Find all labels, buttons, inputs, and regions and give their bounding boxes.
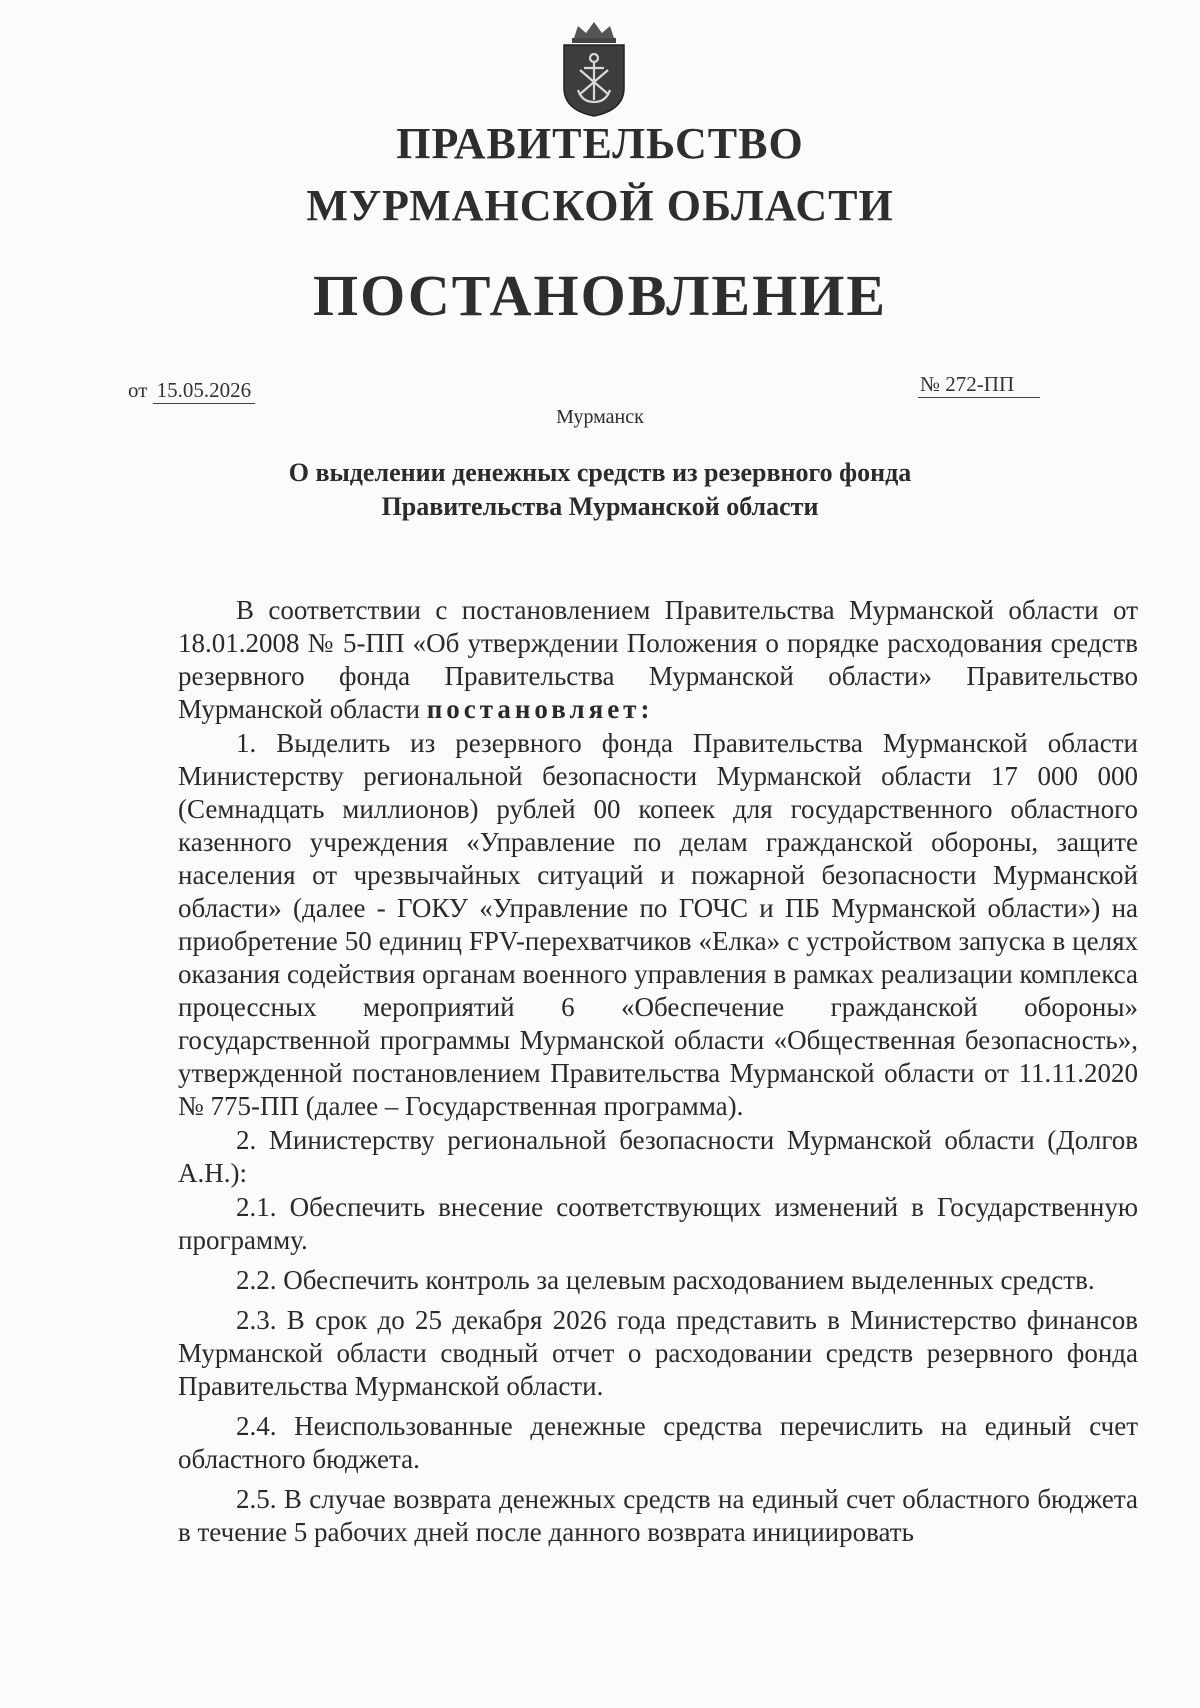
coat-of-arms-icon [552,18,636,118]
paragraph-2-4: 2.4. Неиспользованные денежные средства перечислить на единый счет областного бюджета. [178,1411,1138,1474]
paragraph-2-3: 2.3. В срок до 25 декабря 2026 года представить в Министерство финансов Мурманской области сводный отчет о расходовании средств резервного фонда Правительства Мурманской области. [178,1305,1138,1401]
government-title-line2: МУРМАНСКОЙ ОБЛАСТИ [306,181,894,230]
document-city: Мурманск [556,406,644,428]
paragraph-2: 2. Министерству региональной безопасности Мурманской области (Долгов А.Н.): [178,1125,1138,1188]
paragraph-2-5: 2.5. В случае возврата денежных средств на единый счет областного бюджета в течение 5 рабочих дней после данного возврата инициировать [178,1484,1138,1547]
paragraph-2-1: 2.1. Обеспечить внесение соответствующих изменений в Государственную программу. [178,1192,1138,1255]
paragraph-2-2: 2.2. Обеспечить контроль за целевым расходованием выделенных средств. [236,1265,1095,1295]
paragraph-1: 1. Выделить из резервного фонда Правительства Мурманской области Министерству региональной безопасности Мурманской области 17 000 000 (Семнадцать миллионов) рублей 00 копеек для государственного областного казенного учреждения «Управление по делам гражданской обороны, защите населения от чрезвычайных ситуаций и пожарной безопасности Мурманской области» (далее - ГОКУ «Управление по ГОЧС и ПБ Мурманской области») на приобретение 50 единиц FPV-перехватчиков «Елка» с устройством запуска в целях оказания содействия органам военного управления в рамках реализации комплекса процессных мероприятий 6 «Обеспечение гражданской обороны» государственной программы Мурманской области «Общественная безопасность», утвержденной постановлением Правительства Мурманской области от 11.11.2020 № 775-ПП (далее – Государственная программа). [178,728,1138,1121]
document-type-title: ПОСТАНОВЛЕНИЕ [312,263,888,328]
number-value: № 272-ПП [918,372,1040,398]
date-value: 15.05.2026 [153,378,256,404]
government-title-line1: ПРАВИТЕЛЬСТВО [396,119,804,168]
paragraph-preamble [178,594,1138,726]
preamble-text: В соответствии с постановлением Правительства Мурманской области от 18.01.2008 № 5-ПП «Об утверждении Положения о порядке расходования средств резервного фонда Правительства Мурманской области» Правительство Мурманской области [178,595,1138,724]
document-number [918,372,1040,397]
document-date [128,378,255,403]
resolves-word: постановляет: [426,694,654,724]
subject-line1: О выделении денежных средств из резервного фонда [288,458,912,487]
subject-line2: Правительства Мурманской области [381,492,819,521]
document-body [178,594,1138,1549]
date-prefix: от [128,378,148,402]
document-subject [180,456,1020,524]
